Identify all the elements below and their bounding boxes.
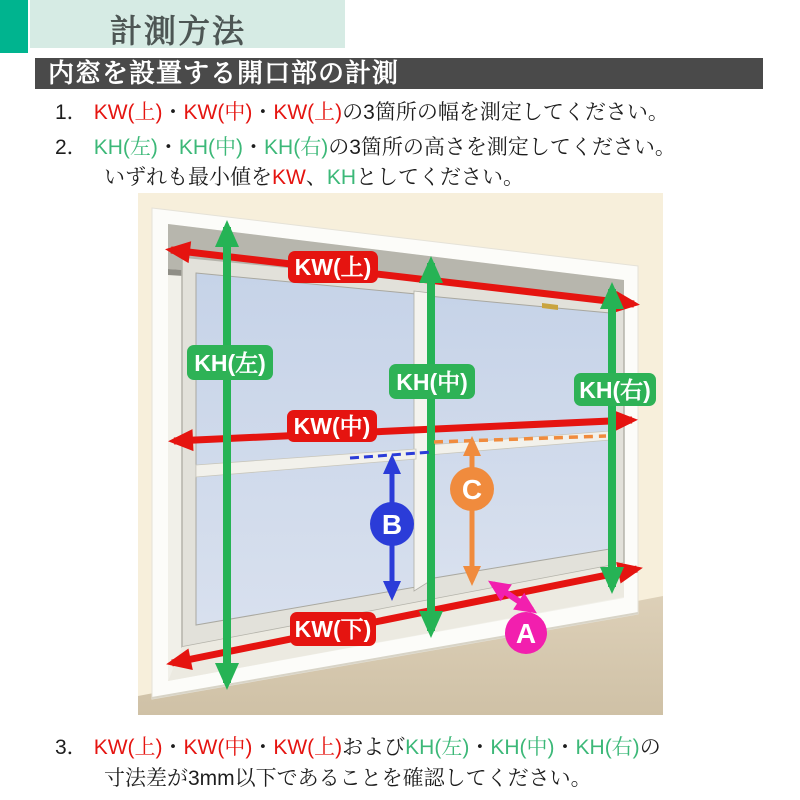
step-2 — [55, 131, 676, 161]
a-letter: A — [515, 618, 537, 649]
kw-top-label: KW(上) — [294, 254, 372, 280]
kw-abbrev: KW — [272, 166, 306, 189]
step-1-rest: の3箇所の幅を測定してください。 — [342, 101, 669, 124]
kh-right-text: KH(右) — [575, 736, 640, 759]
kw-top-text: KW(上) — [93, 101, 163, 124]
step-2b-rest: としてください。 — [356, 166, 525, 189]
kh-left-text: KH(左) — [93, 136, 158, 159]
separator: ・ — [252, 736, 274, 759]
step-3 — [55, 731, 661, 761]
step-2b-pre: いずれも最小値を — [104, 166, 272, 189]
separator: ・ — [162, 736, 184, 759]
step-3-number: 3． — [55, 736, 88, 759]
kh-left-label: KH(左) — [194, 350, 266, 376]
step-2-number: 2． — [55, 136, 88, 159]
kh-right-text: KH(右) — [264, 136, 329, 159]
step-3-mid: および — [342, 736, 406, 759]
step-1-number: 1． — [55, 101, 88, 124]
kh-abbrev: KH — [326, 166, 357, 189]
separator: ・ — [469, 736, 491, 759]
kw-mid-text: KW(中) — [183, 736, 253, 759]
kw-top2-text: KW(上) — [273, 101, 343, 124]
kw-top-text: KW(上) — [93, 736, 163, 759]
step-3b — [104, 762, 592, 792]
separator: ・ — [157, 136, 179, 159]
kh-right-label: KH(右) — [579, 377, 651, 403]
separator: ・ — [252, 101, 274, 124]
step-1 — [55, 96, 669, 126]
separator: ・ — [162, 101, 184, 124]
step-3-tail: の — [639, 736, 661, 759]
kh-mid-text: KH(中) — [178, 136, 244, 159]
kh-left-text: KH(左) — [405, 736, 470, 759]
window-measurement-photo — [138, 193, 663, 715]
step-2-rest: の3箇所の高さを測定してください。 — [328, 136, 676, 159]
b-letter: B — [381, 509, 403, 540]
kw-mid-text: KW(中) — [183, 101, 253, 124]
kh-mid-label: KH(中) — [396, 369, 468, 395]
kw-mid-label: KW(中) — [293, 413, 371, 439]
kw-top2-text: KW(上) — [273, 736, 343, 759]
step-2b — [104, 161, 524, 191]
step-3b-text: 寸法差が3mm以下であることを確認してください。 — [104, 767, 592, 790]
separator: ・ — [554, 736, 576, 759]
measurement-diagram — [138, 193, 663, 715]
section-bar — [35, 58, 763, 89]
kw-bottom-label: KW(下) — [294, 616, 372, 642]
section-title: 内窓を設置する開口部の計測 — [48, 58, 400, 88]
comma: 、 — [305, 166, 327, 189]
page-title: 計測方法 — [110, 13, 247, 49]
c-letter: C — [461, 474, 483, 505]
separator: ・ — [243, 136, 265, 159]
kh-mid-text: KH(中) — [490, 736, 555, 759]
accent-square — [0, 0, 28, 53]
